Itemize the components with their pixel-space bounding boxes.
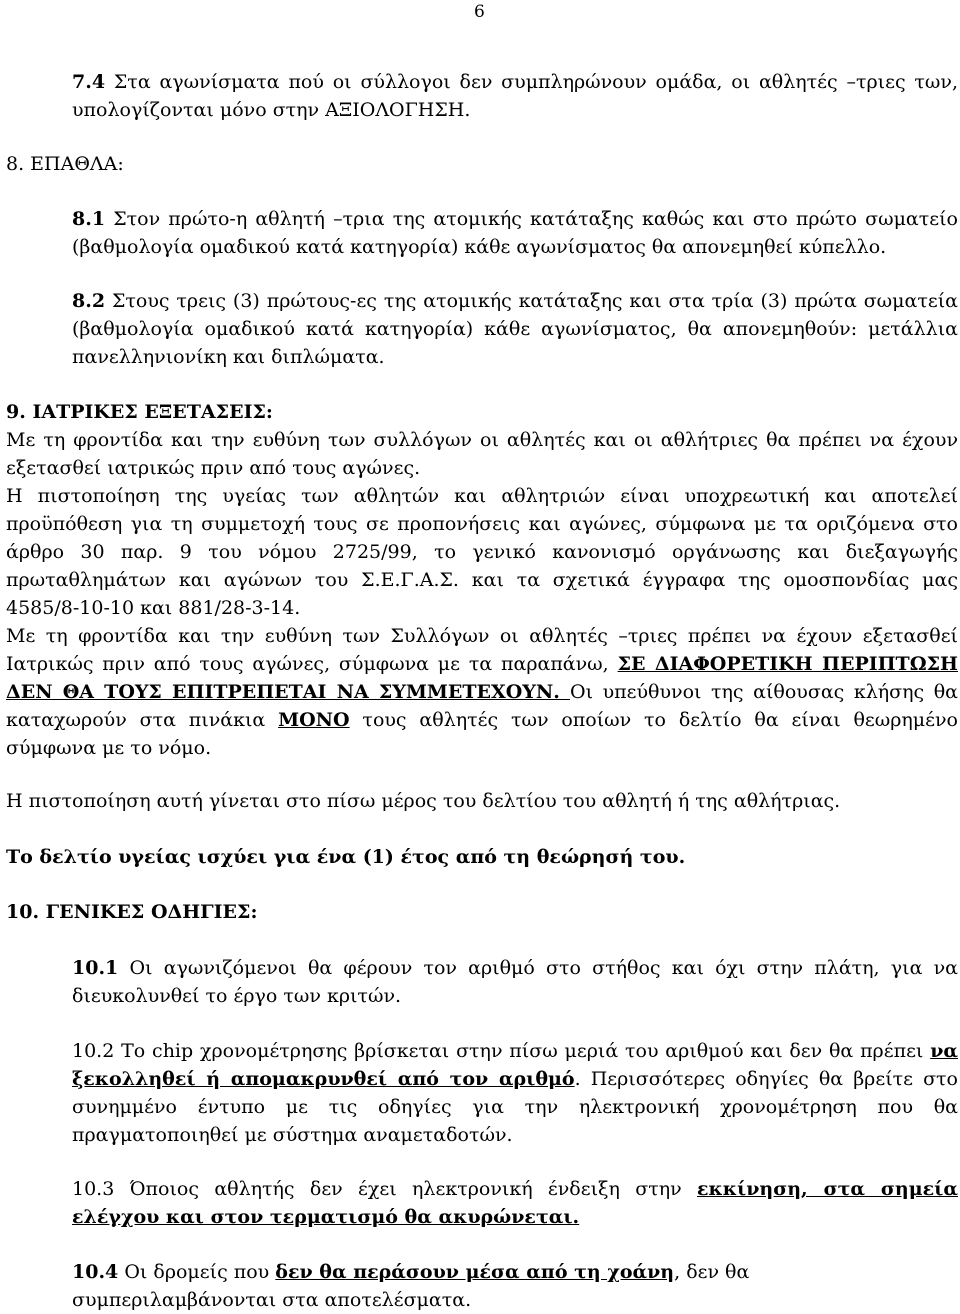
section-text: Στα αγωνίσματα πού οι σύλλογοι δεν συμπληρώνουν ομάδα, οι αθλητές –τριες των, υπολογίζονται μόνο στην ΑΞΙΟΛΟΓΗΣΗ. bbox=[72, 71, 958, 121]
section-text: Στους τρεις (3) πρώτους-ες της ατομικής κατάταξης και στα τρία (3) πρώτα σωματεία (βαθμολογία ομαδικού κατά κατηγορία) κάθε αγωνίσματος, θα απονεμηθούν: μετάλλια πανελληνιονίκη και διπλώματα. bbox=[72, 290, 958, 368]
section-9 bbox=[6, 398, 958, 762]
page-number: 6 bbox=[474, 2, 485, 22]
section-text: Στον πρώτο-η αθλητή –τρια της ατομικής κατάταξης καθώς και στο πρώτο σωματείο (βαθμολογία ομαδικού κατά κατηγορία) κάθε αγωνίσματος θα απονεμηθεί κύπελλο. bbox=[72, 208, 958, 258]
warning-text: ΣΕ ΔΙΑΦΟΡΕΤΙΚΗ ΠΕΡΙΠΤΩΣΗ ΔΕΝ ΘΑ ΤΟΥΣ ΕΠΙΤΡΕΠΕΤΑΙ ΝΑ ΣΥΜΜΕΤΕΧΟΥΝ. bbox=[6, 653, 958, 703]
section-10-2 bbox=[72, 1037, 958, 1149]
text-run: τους αθλητές των οποίων το δελτίο θα είναι θεωρημένο σύμφωνα με το νόμο. bbox=[6, 709, 958, 759]
section-10-4 bbox=[72, 1258, 958, 1314]
text-run: , δεν θα συμπεριλαμβάνονται στα αποτελέσματα. bbox=[72, 1261, 750, 1311]
paragraph: Η πιστοποίηση της υγείας των αθλητών και αθλητριών είναι υποχρεωτική και αποτελεί προϋπόθεση για τη συμμετοχή τους σε προπονήσεις και αγώνες, σύμφωνα με τα οριζόμενα στο άρθρο 30 παρ. 9 του νόμου 2725/99, το γενικό κανονισμό οργάνωσης και διεξαγωγής πρωταθλημάτων και αγώνων του Σ.Ε.Γ.Α.Σ. και τα σχετικά έγγραφα της ομοσπονδίας μας 4585/8-10-10 και 881/28-3-14. bbox=[6, 485, 958, 619]
section-8-2 bbox=[72, 287, 958, 371]
section-number: 8.1 bbox=[72, 208, 106, 230]
emphasis-text: ΜΟΝΟ bbox=[278, 709, 350, 731]
emphasis-text: εκκίνηση, στα σημεία ελέγχου και στον τερματισμό θα ακυρώνεται. bbox=[72, 1178, 959, 1228]
paragraph: Με τη φροντίδα και την ευθύνη των συλλόγων οι αθλητές και οι αθλήτριες θα πρέπει να έχουν εξετασθεί ιατρικώς πριν από τους αγώνες. bbox=[6, 429, 958, 479]
paragraph bbox=[6, 622, 958, 762]
section-7-4 bbox=[72, 68, 958, 124]
paragraph-validity: Το δελτίο υγείας ισχύει για ένα (1) έτος από τη θεώρησή του. bbox=[6, 846, 686, 868]
emphasis-text: να ξεκολληθεί ή απομακρυνθεί από τον αριθμό bbox=[72, 1040, 958, 1090]
text-run: Οι δρομείς που bbox=[118, 1261, 276, 1283]
section-8-1 bbox=[72, 205, 958, 261]
section-9-heading: 9. ΙΑΤΡΙΚΕΣ ΕΞΕΤΑΣΕΙΣ: bbox=[6, 401, 273, 423]
section-10-3 bbox=[72, 1175, 958, 1231]
section-10-1 bbox=[72, 954, 958, 1010]
text-run: 10.2 Το chip χρονομέτρησης βρίσκεται στην πίσω μεριά του αριθμού και δεν θα πρέπει bbox=[72, 1040, 931, 1062]
section-8-heading: 8. ΕΠΑΘΛΑ: bbox=[6, 153, 124, 175]
section-number: 10.1 bbox=[72, 957, 119, 979]
text-run: 10.3 Όποιος αθλητής δεν έχει ηλεκτρονική ένδειξη στην bbox=[72, 1178, 697, 1200]
paragraph-certification: Η πιστοποίηση αυτή γίνεται στο πίσω μέρος του δελτίου του αθλητή ή της αθλήτριας. bbox=[6, 790, 841, 812]
section-text: Οι αγωνιζόμενοι θα φέρουν τον αριθμό στο στήθος και όχι στην πλάτη, για να διευκολυνθεί το έργο των κριτών. bbox=[72, 957, 958, 1007]
section-number: 7.4 bbox=[72, 71, 106, 93]
text-run: . Περισσότερες οδηγίες θα βρείτε στο συνημμένο έντυπο με τις οδηγίες για την ηλεκτρονική χρονομέτρηση που θα πραγματοποιηθεί με σύστημα αναμεταδοτών. bbox=[72, 1068, 958, 1146]
text-run: Οι υπεύθυνοι της αίθουσας κλήσης θα καταχωρούν στα πινάκια bbox=[6, 681, 959, 731]
emphasis-text: δεν θα περάσουν μέσα από τη χοάνη bbox=[275, 1261, 675, 1283]
section-number: 10.4 bbox=[72, 1261, 119, 1283]
section-10-heading: 10. ΓΕΝΙΚΕΣ ΟΔΗΓΙΕΣ: bbox=[6, 901, 258, 923]
text-run: Με τη φροντίδα και την ευθύνη των Συλλόγων οι αθλητές –τριες πρέπει να έχουν εξετασθεί Ιατρικώς πριν από τους αγώνες, σύμφωνα με τα παραπάνω, bbox=[6, 625, 958, 675]
section-number: 8.2 bbox=[72, 290, 106, 312]
